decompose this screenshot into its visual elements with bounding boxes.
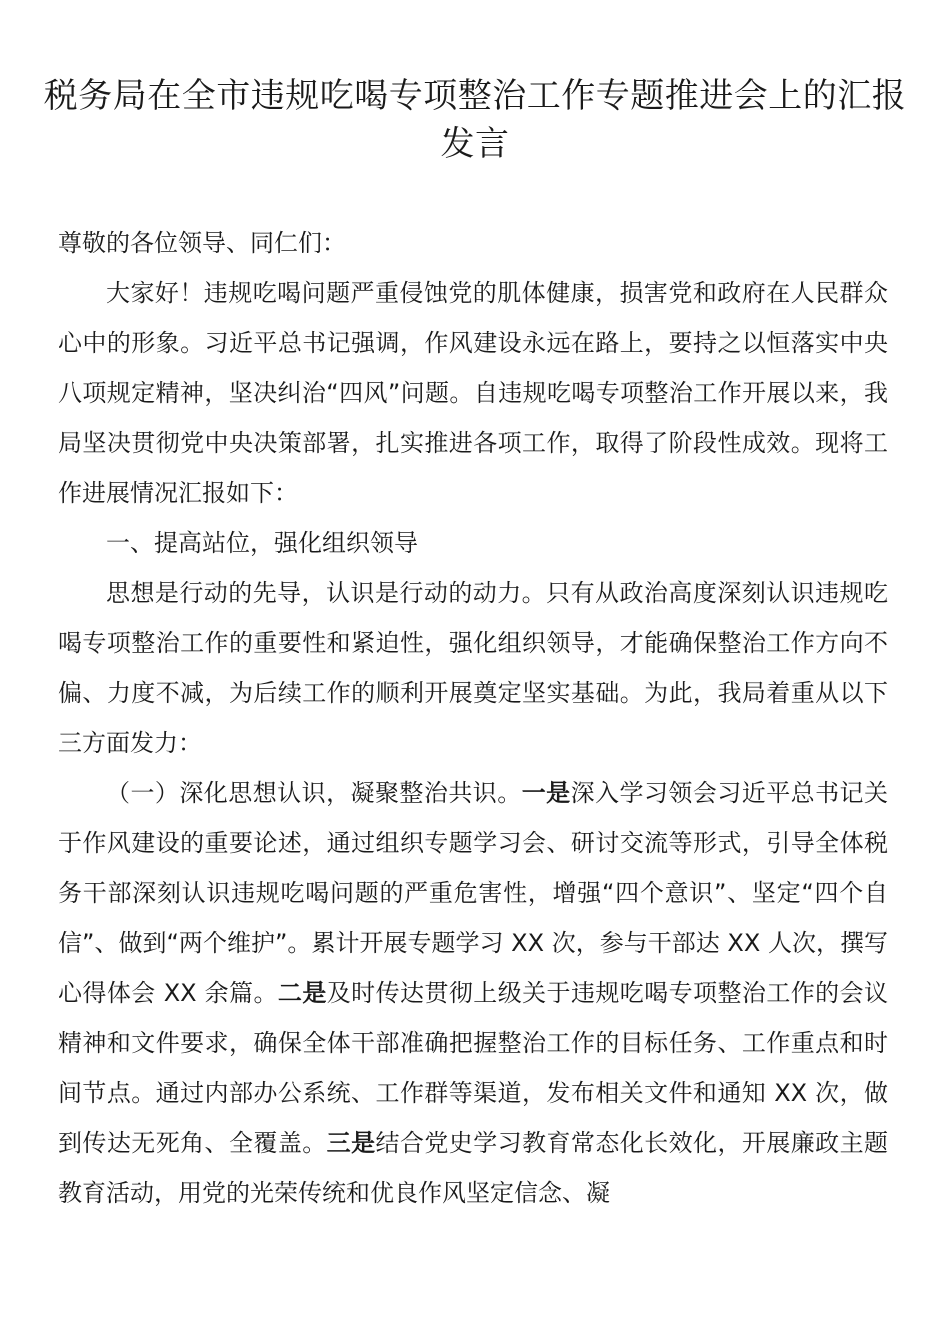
point-marker-1: 一是: [521, 779, 571, 807]
point-text-3: 结合党史学习教育常态化长效化，开展廉政主题教育活动，用党的光荣传统和优良作风坚定信念、凝: [58, 1129, 889, 1207]
intro-paragraph: 大家好！违规吃喝问题严重侵蚀党的肌体健康，损害党和政府在人民群众心中的形象。习近平总书记强调，作风建设永远在路上，要持之以恒落实中央八项规定精神，坚决纠治“四风”问题。自违规吃喝专项整治工作开展以来，我局坚决贯彻党中央决策部署，扎实推进各项工作，取得了阶段性成效。现将工作进展情况汇报如下：: [58, 279, 888, 507]
subsection-1-heading: （一）深化思想认识，凝聚整治共识。: [106, 779, 522, 807]
point-text-2: 及时传达贯彻上级关于违规吃喝专项整治工作的会议精神和文件要求，确保全体干部准确把握整治工作的目标任务、工作重点和时间节点。通过内部办公系统、工作群等渠道，发布相关文件和通知 XX 次，做到传达无死角、全覆盖。: [58, 979, 889, 1157]
section-1-paragraph: 思想是行动的先导，认识是行动的动力。只有从政治高度深刻认识违规吃喝专项整治工作的重要性和紧迫性，强化组织领导，才能确保整治工作方向不偏、力度不减，为后续工作的顺利开展奠定坚实基础。为此，我局着重从以下三方面发力：: [58, 579, 888, 757]
section-1-heading: 一、提高站位，强化组织领导: [106, 529, 418, 557]
document-title: 税务局在全市违规吃喝专项整治工作专题推进会上的汇报发言: [43, 76, 907, 164]
point-text-1: 深入学习领会习近平总书记关于作风建设的重要论述，通过组织专题学习会、研讨交流等形式，引导全体税务干部深刻认识违规吃喝问题的严重危害性，增强“四个意识”、坚定“四个自信”、做到“两个维护”。累计开展专题学习 XX 次，参与干部达 XX 人次，撰写心得体会 XX 余篇。: [58, 779, 889, 1007]
subsection-1-paragraph: [58, 768, 888, 1218]
salutation: 尊敬的各位领导、同仁们：: [58, 229, 346, 257]
point-marker-2: 二是: [277, 979, 327, 1007]
document-body: [58, 218, 888, 1218]
point-marker-3: 三是: [326, 1129, 376, 1157]
